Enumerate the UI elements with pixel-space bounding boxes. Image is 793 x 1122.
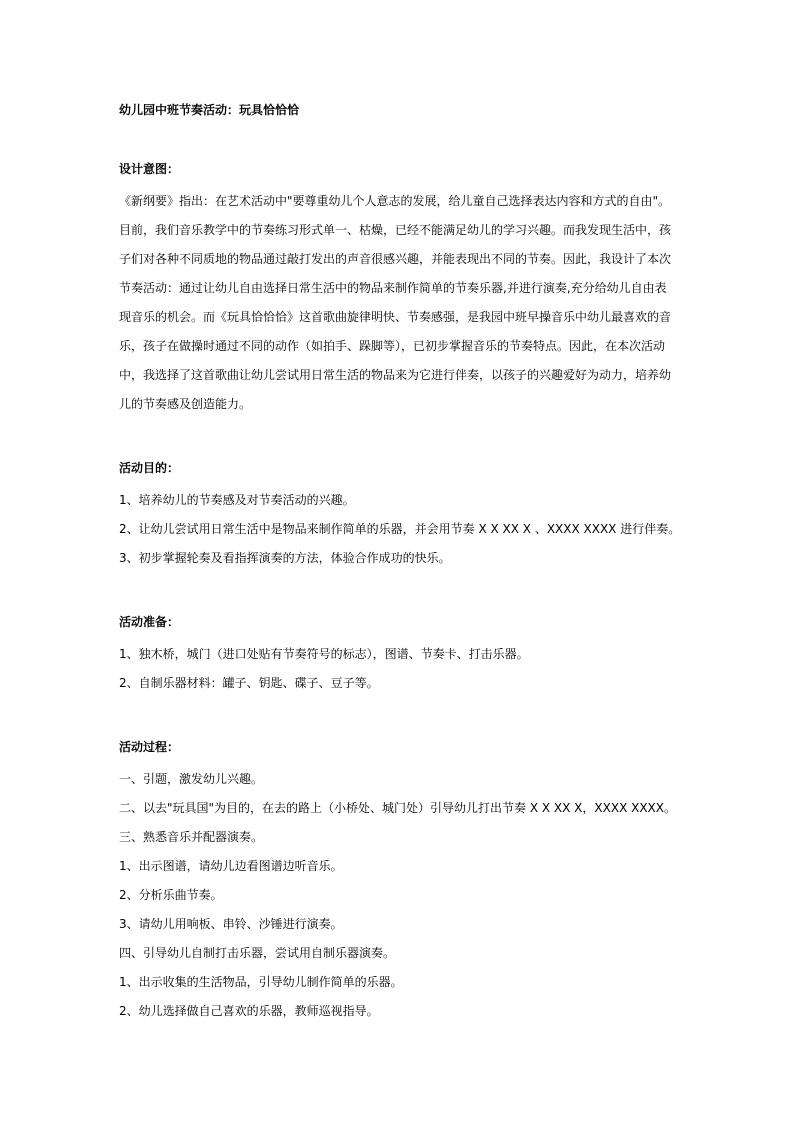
design-intent-section (119, 159, 679, 419)
process-step: 三、熟悉音乐并配器演奏。 (119, 830, 264, 844)
process-step: 二、以去"玩具国"为目的，在去的路上（小桥处、城门处）引导幼儿打出节奏 X X XX X，XXXX XXXX。 (119, 801, 676, 815)
process-step: 一、引题，激发幼儿兴趣。 (119, 772, 264, 786)
process-step: 3、请幼儿用响板、串铃、沙锤进行演奏。 (119, 917, 343, 931)
preparation-item: 1、独木桥，城门（进口处贴有节奏符号的标志），图谱、节奏卡、打击乐器。 (119, 647, 529, 661)
activity-process-section (119, 737, 679, 1026)
process-step: 四、引导幼儿自制打击乐器，尝试用自制乐器演奏。 (119, 946, 396, 960)
activity-process-heading: 活动过程： (119, 740, 180, 754)
process-step: 2、分析乐曲节奏。 (119, 888, 223, 902)
activity-goals-heading: 活动目的： (119, 461, 180, 475)
goal-item: 2、让幼儿尝试用日常生活中是物品来制作简单的乐器，并会用节奏 X X XX X 、XXXX XXXX 进行伴奏。 (119, 522, 681, 536)
process-step: 1、出示收集的生活物品，引导幼儿制作简单的乐器。 (119, 975, 403, 989)
process-step: 1、出示图谱，请幼儿边看图谱边听音乐。 (119, 859, 343, 873)
goal-item: 1、培养幼儿的节奏感及对节奏活动的兴趣。 (119, 493, 355, 507)
design-intent-paragraph: 《新纲要》指出：在艺术活动中"要尊重幼儿个人意志的发展，给儿童自己选择表达内容和方式的自由"。 目前，我们音乐教学中的节奏练习形式单一、枯燥，已经不能满足幼儿的学习兴趣。而我发现生活中，孩 子们对各种不同质地的物品通过敲打发出的声音很感兴趣，并能表现出不同的节奏。因此，我设计了本次 节奏活动：通过让幼儿自由选择日常生活中的物品来制作简单的节奏乐器,并进行演奏,充分给幼儿自由表 现音乐的机会。而《玩具恰恰恰》这首歌曲旋律明快、节奏感强，是我园中班早操音乐中幼儿最喜欢的音 乐，孩子在做操时通过不同的动作（如拍手、跺脚等），已初步掌握音乐的节奏特点。因此，在本次活动 中，我选择了这首歌曲让幼儿尝试用日常生活的物品来为它进行伴奏，以孩子的兴趣爱好为动力，培养幼 儿的节奏感及创造能力。 (119, 194, 672, 411)
process-step: 2、幼儿选择做自己喜欢的乐器，教师巡视指导。 (119, 1004, 379, 1018)
activity-goals-section (119, 458, 679, 573)
goal-item: 3、初步掌握轮奏及看指挥演奏的方法，体验合作成功的快乐。 (119, 551, 451, 565)
document-body (119, 100, 679, 1026)
activity-preparation-heading: 活动准备： (119, 615, 180, 629)
preparation-item: 2、自制乐器材料：罐子、钥匙、碟子、豆子等。 (119, 676, 379, 690)
document-title: 幼儿园中班节奏活动：玩具恰恰恰 (119, 103, 300, 117)
design-intent-heading: 设计意图： (119, 162, 180, 176)
activity-preparation-section (119, 612, 679, 698)
